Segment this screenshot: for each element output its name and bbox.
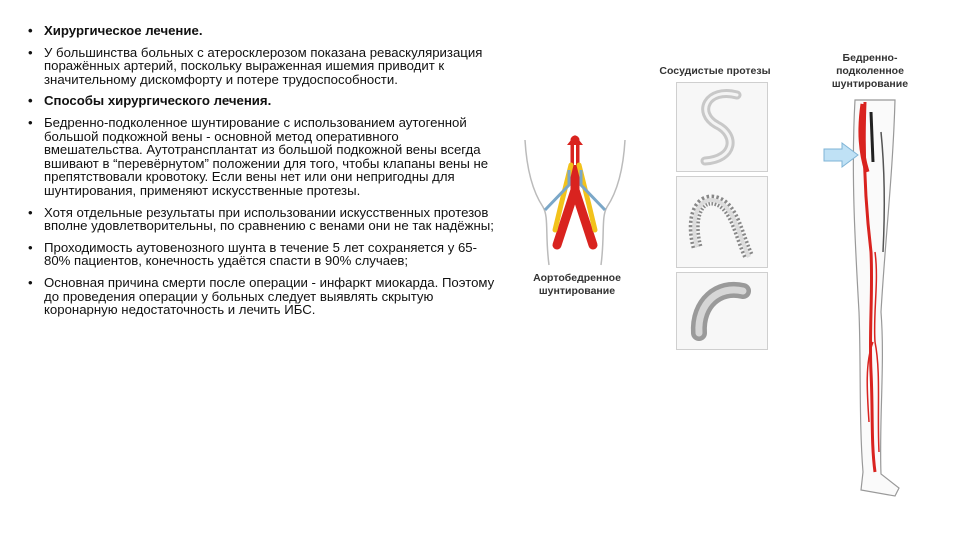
prosthesis-frame	[676, 82, 768, 172]
s-shaped-prosthesis	[677, 83, 767, 171]
bullet-item: • У большинства больных с атеросклерозом показана реваскуляризация поражённых артерий, поскольку выраженная ишемия приводит к значительному дискомфорту и потере трудоспособности.	[28, 46, 498, 87]
prostheses-label: Сосудистые протезы	[659, 65, 771, 77]
bullet-item: • Хирургическое лечение.	[28, 24, 498, 38]
aortofemoral-label: Аортобедренное шунтирование	[533, 272, 621, 297]
bullet-item: • Бедренно-подколенное шунтирование с использованием аутогенной большой подкожной вены - основной метод оперативного вмешательства. Аутотрансплантат из большой подкожной вены всегда вшивают в “перевёрнутом” положении для того, чтобы клапаны вены не препятствовали кровотоку. Если вены нет или они непригодны для шунтирования, применяют искусственные протезы.	[28, 116, 498, 198]
aortofemoral-illustration	[515, 135, 635, 270]
ringed-prosthesis	[677, 177, 767, 267]
bullet-item: • Проходимость аутовенозного шунта в течение 5 лет сохраняется у 65-80% пациентов, конечность удаётся спасти в 90% случаев;	[28, 241, 498, 268]
curved-prosthesis	[677, 273, 767, 349]
prosthesis-frame	[676, 272, 768, 350]
prosthesis-frame	[676, 176, 768, 268]
femoropopliteal-label: Бедренно-подколенное шунтирование	[831, 52, 909, 90]
bullet-item: • Способы хирургического лечения.	[28, 94, 498, 108]
bullet-list	[28, 24, 498, 325]
bullet-item: • Хотя отдельные результаты при использовании искусственных протезов вполне удовлетворительны, по сравнению с венами они не так надёжны;	[28, 206, 498, 233]
arrow-icon	[822, 142, 860, 168]
bullet-item: • Основная причина смерти после операции - инфаркт миокарда. Поэтому до проведения операции у больных следует выявлять скрытую коронарную недостаточность и лечить ИБС.	[28, 276, 498, 317]
